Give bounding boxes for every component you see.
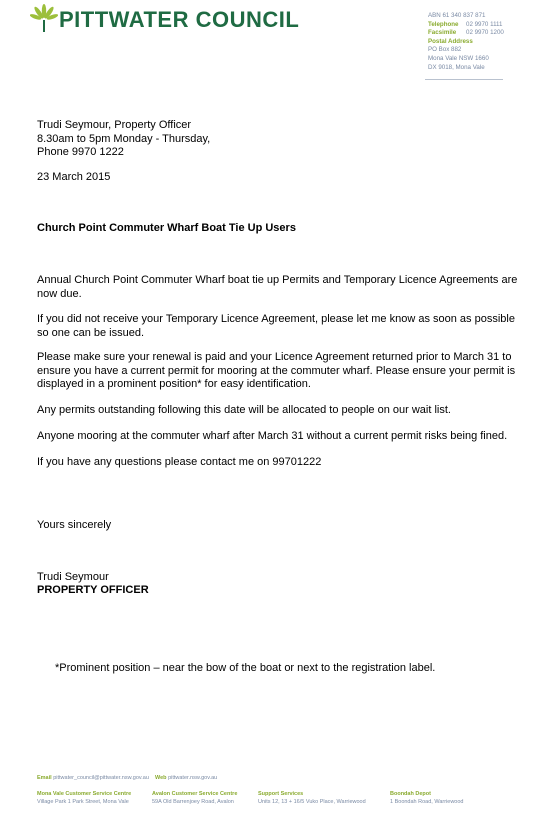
- postal-heading: Postal Address: [428, 37, 473, 45]
- paragraph: Please make sure your renewal is paid and your Licence Agreement returned prior to March 31 to ensure you have a current permit for mooring at the commuter wharf. Please ensure your permit is displayed in a prominent position* for easy identification.: [37, 351, 516, 390]
- paragraph: Any permits outstanding following this date will be allocated to people on our wait list.: [37, 404, 451, 416]
- postal-line: DX 9018, Mona Vale: [428, 63, 485, 71]
- sender-block: [37, 119, 527, 160]
- telephone-row: [428, 21, 504, 30]
- footer-office: [390, 790, 463, 806]
- web-link[interactable]: pittwater.nsw.gov.au: [168, 775, 218, 781]
- sender-line: 8.30am to 5pm Monday - Thursday,: [37, 132, 211, 145]
- facsimile-label: Facsimile: [428, 29, 457, 37]
- office-title: Avalon Customer Service Centre: [152, 791, 238, 797]
- paragraph: Anyone mooring at the commuter wharf after March 31 without a current permit risks being fined.: [37, 430, 508, 442]
- office-address: Units 12, 13 + 16/5 Vuko Place, Warriewood: [258, 799, 366, 805]
- contact-block: [428, 12, 504, 72]
- letter-date: 23 March 2015: [37, 171, 111, 183]
- footer-office: [152, 790, 237, 806]
- abn: ABN 61 340 837 871: [428, 12, 486, 19]
- sender-line: Phone 9970 1222: [37, 146, 124, 158]
- council-logo: [30, 4, 300, 38]
- footer-office: [258, 790, 366, 806]
- signature-title: PROPERTY OFFICER: [37, 584, 149, 596]
- office-address: 59A Old Barrenjoey Road, Avalon: [152, 799, 234, 805]
- web-label: Web: [155, 775, 167, 781]
- closing: Yours sincerely: [37, 519, 112, 531]
- email-label: Email: [37, 775, 52, 781]
- council-name: PITTWATER COUNCIL: [59, 7, 300, 32]
- office-title: Support Services: [258, 791, 304, 797]
- office-address: Village Park 1 Park Street, Mona Vale: [37, 799, 129, 805]
- footer-office: [37, 790, 131, 806]
- telephone: 02 9970 1111: [466, 20, 503, 28]
- facsimile: 02 9970 1200: [466, 29, 504, 37]
- email-link[interactable]: pittwater_council@pittwater.nsw.gov.au: [53, 775, 149, 781]
- facsimile-row: [428, 29, 504, 38]
- letter-subject: Church Point Commuter Wharf Boat Tie Up Users: [37, 222, 296, 234]
- header-divider: [425, 79, 503, 80]
- paragraph: If you did not receive your Temporary Licence Agreement, please let me know as soon as possible so one can be issued.: [37, 313, 515, 339]
- paragraph: If you have any questions please contact me on 99701222: [37, 456, 322, 468]
- office-address: 1 Boondah Road, Warriewood: [390, 799, 464, 805]
- paragraph: Annual Church Point Commuter Wharf boat tie up Permits and Temporary Licence Agreements are now due.: [37, 274, 518, 300]
- footnote: *Prominent position – near the bow of the boat or next to the registration label.: [55, 662, 436, 674]
- signature-name: Trudi Seymour: [37, 571, 109, 583]
- office-title: Mona Vale Customer Service Centre: [37, 791, 132, 797]
- office-title: Boondah Depot: [390, 791, 431, 797]
- postal-line: Mona Vale NSW 1660: [428, 54, 489, 62]
- sender-line: Trudi Seymour, Property Officer: [37, 119, 192, 131]
- leaf-icon: [30, 4, 58, 34]
- postal-line: PO Box 882: [428, 46, 462, 54]
- telephone-label: Telephone: [428, 20, 459, 28]
- footer-web-line: [37, 775, 217, 782]
